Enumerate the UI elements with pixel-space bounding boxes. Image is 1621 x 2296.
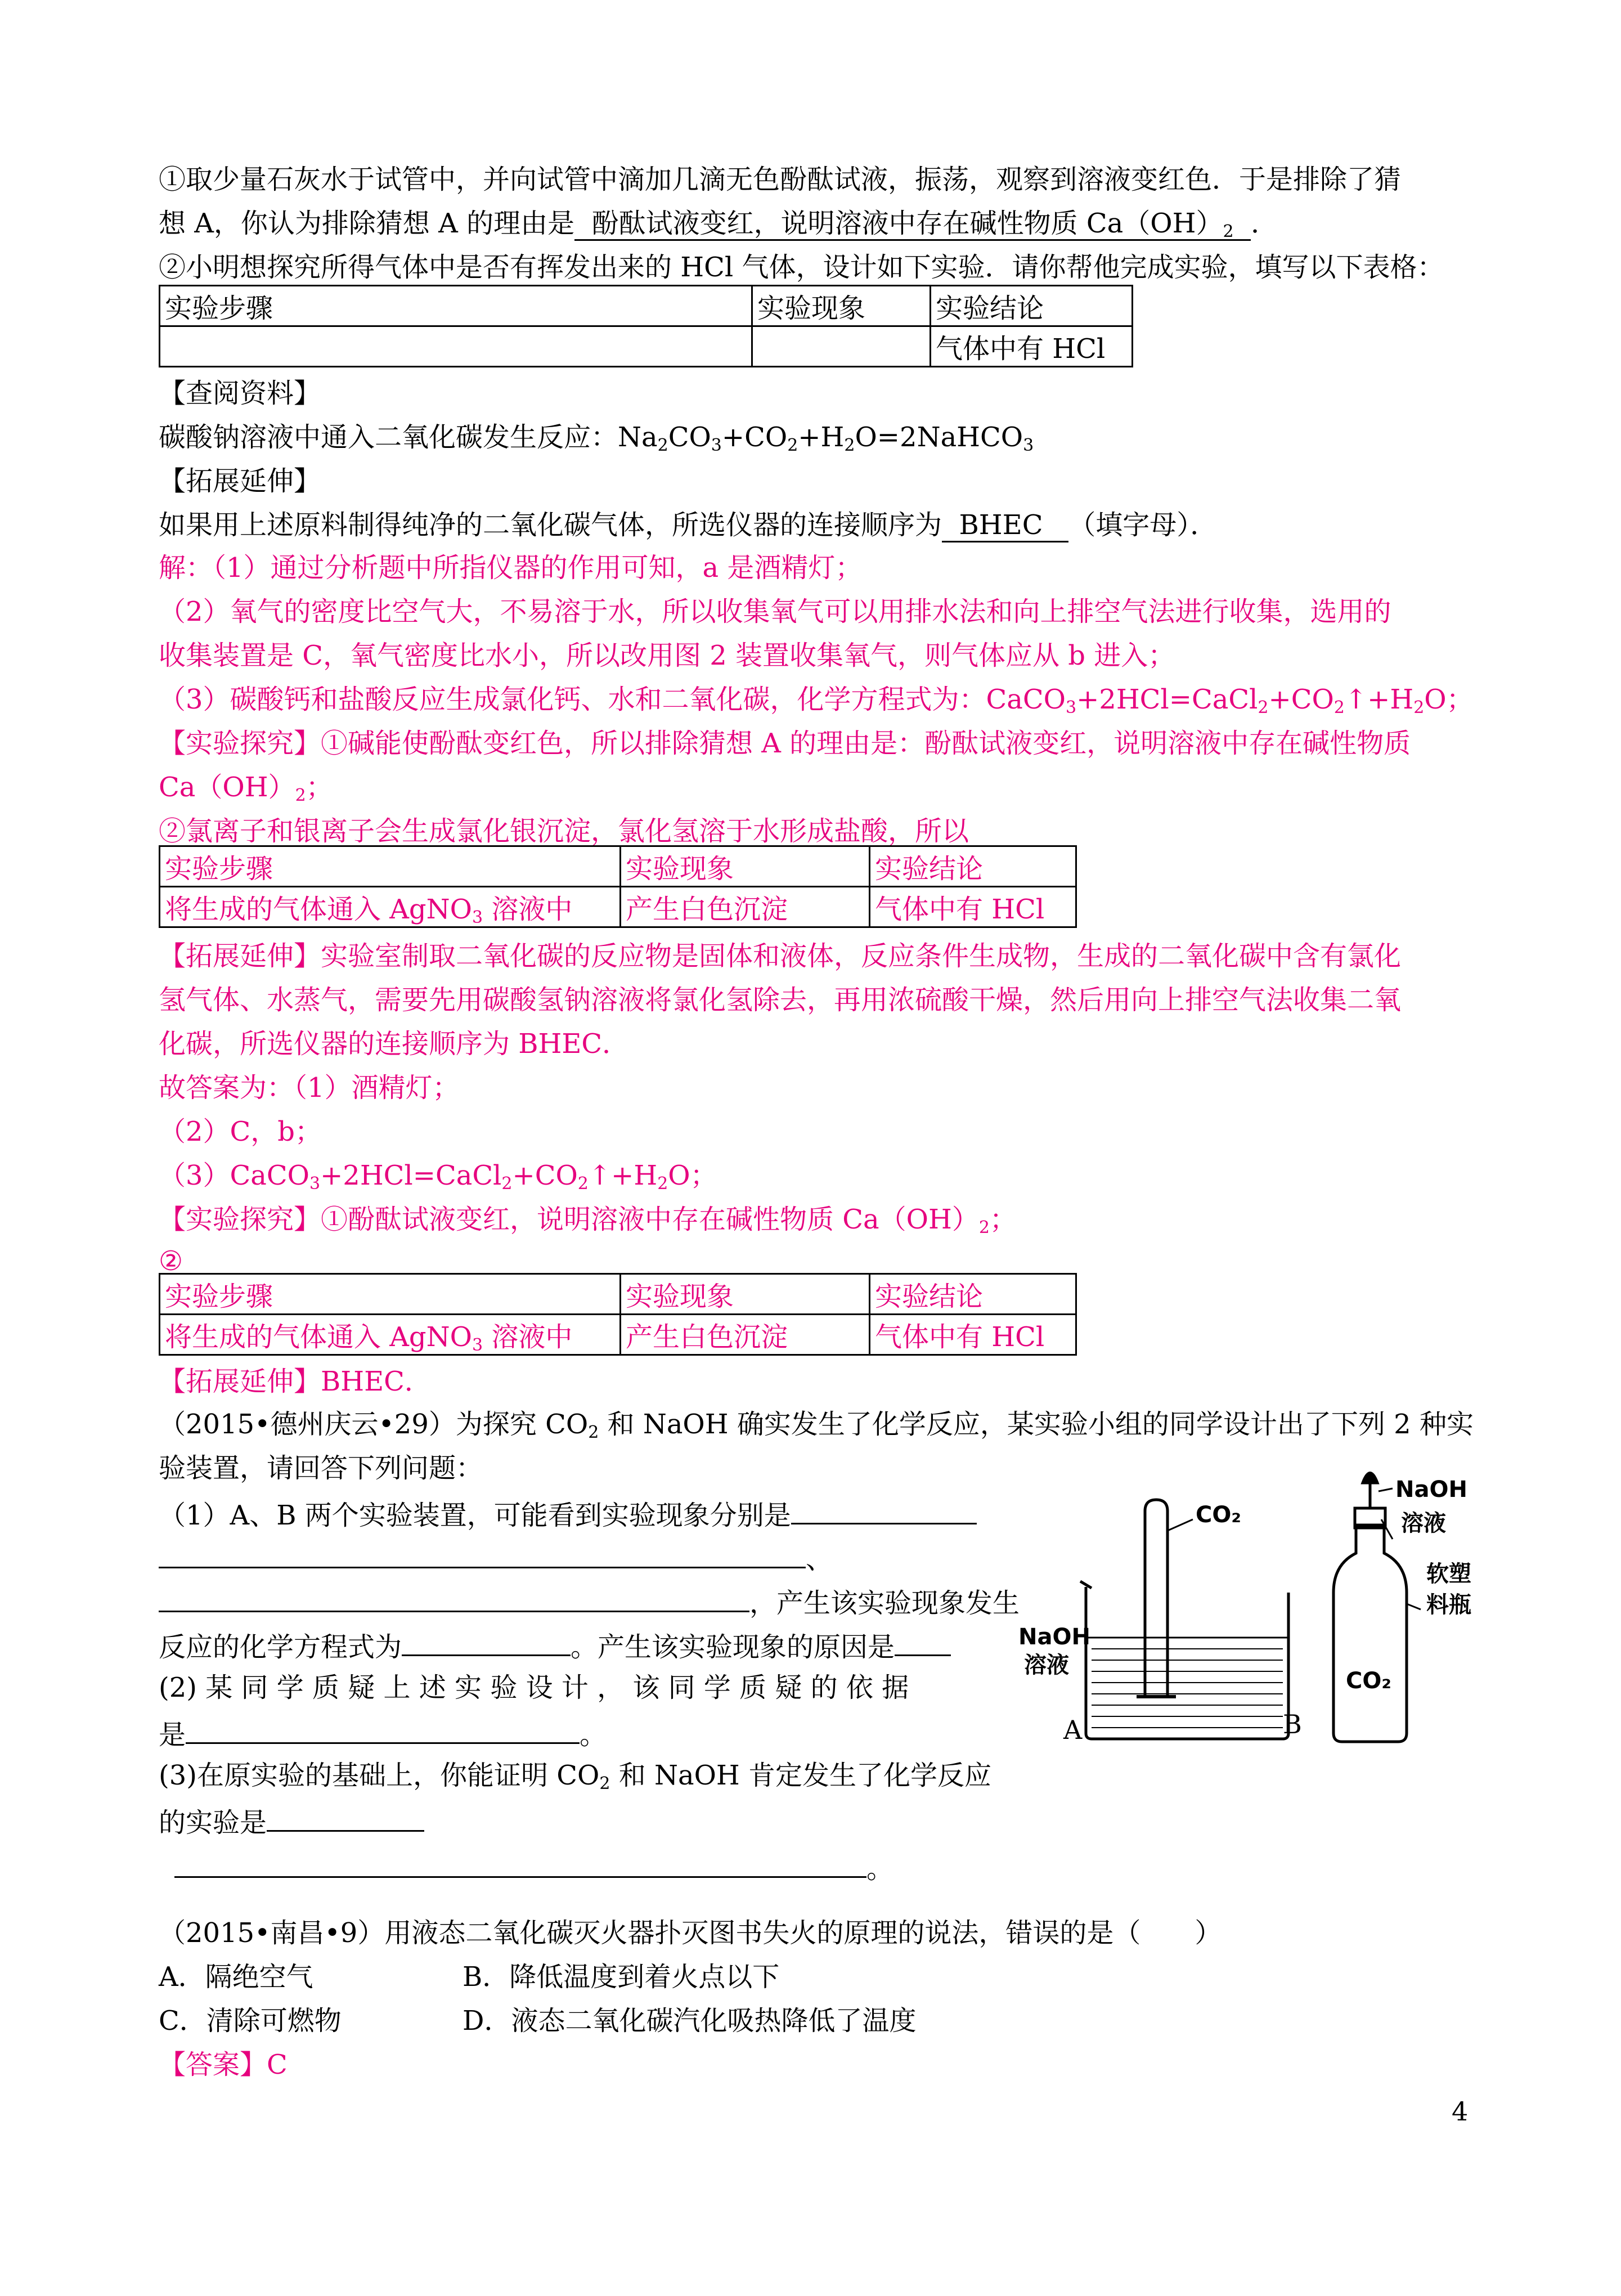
bottle-label-1: 软塑 — [1426, 1561, 1471, 1587]
ext-answer-blank: BHEC — [942, 509, 1068, 542]
bottle-b — [1333, 1473, 1407, 1742]
solution-line-8: 【拓展延伸】实验室制取二氧化碳的反应物是固体和液体，反应条件生成物，生成的二氧化碳中含有氯化 — [159, 940, 1402, 972]
beaker-a — [1080, 1500, 1288, 1739]
table-header-phenomenon: 实验现象 — [621, 1274, 870, 1315]
q1-line-1: ①取少量石灰水于试管中，并向试管中滴加几滴无色酚酞试液，振荡，观察到溶液变红色．于是排除了猜 — [159, 164, 1402, 195]
q2-line-11: 。 — [174, 1848, 893, 1886]
answer-blank — [895, 1626, 951, 1656]
table-cell-conclusion: 气体中有 HCl — [931, 326, 1133, 367]
solution-line-16: 【拓展延伸】BHEC． — [159, 1366, 432, 1397]
option-a: A．隔绝空气 — [159, 1961, 313, 1993]
q3-options-row-2 — [159, 2003, 917, 2038]
q1-answer-blank: 酚酞试液变红，说明溶液中存在碱性物质 $Ca(OH)_2$ — [574, 208, 1251, 241]
q1-line-3: ②小明想探究所得气体中是否有挥发出来的 HCl 气体，设计如下实验．请你帮他完成实验，填写以下表格： — [159, 252, 1444, 283]
q1-table — [159, 285, 1133, 367]
answer-blank — [186, 1714, 580, 1744]
naoh-pointer-b — [1378, 1488, 1393, 1491]
table-cell-step: 将生成的气体通入 AgNO$_3$ 溶液中 — [160, 1315, 621, 1355]
solution-line-9: 氢气体、水蒸气，需要先用碳酸氢钠溶液将氯化氢除去，再用浓硫酸干燥，然后用向上排空气法收集二氧 — [159, 984, 1402, 1016]
q3-answer: 【答案】C — [159, 2049, 288, 2080]
ref-title: 【查阅资料】 — [159, 378, 321, 409]
q2-line-8: 是 。 — [159, 1714, 607, 1752]
q2-line-5: ，产生该实验现象发生 — [159, 1582, 1020, 1621]
solution-line-2: （2）氧气的密度比空气大，不易溶于水，所以收集氧气可以用排水法和向上排空气法进行收集，选用的 — [159, 596, 1391, 627]
table-header-phenomenon: 实验现象 — [752, 286, 931, 326]
q1-line-2: 想 A，你认为排除猜想 A 的理由是 酚酞试液变红，说明溶液中存在碱性物质 $Ca(OH)_2$ ． — [159, 208, 1278, 241]
table-header-step: 实验步骤 — [160, 846, 621, 887]
table-cell-step — [160, 326, 752, 367]
solution-line-6: $Ca(OH)_2$； — [159, 772, 333, 805]
solution-line-13: $(3)CaCO_3+2HCl=CaCl_2+CO_2↑+H_2O$； — [159, 1160, 717, 1194]
option-b: B．降低温度到着火点以下 — [462, 1961, 780, 1993]
solution-line-12: （2）C，b； — [159, 1116, 322, 1147]
apparatus-figure — [1018, 1469, 1502, 1767]
table-header-conclusion: 实验结论 — [931, 286, 1133, 326]
answer-blank — [402, 1626, 571, 1656]
answer-blank — [159, 1539, 806, 1568]
q3-options-row-1 — [159, 1959, 779, 1994]
q2-line-7: (2) 某 同 学 质 疑 上 述 实 验 设 计 ， 该 同 学 质 疑 的 依 据 — [159, 1672, 909, 1703]
page-number: 4 — [1452, 2096, 1469, 2127]
co2-pointer-a — [1168, 1519, 1193, 1531]
q2-line-9: (3)在原实验的基础上，你能证明 $CO_2$ 和 NaOH 肯定发生了化学反应 — [159, 1760, 992, 1793]
table-cell-phenomenon — [752, 326, 931, 367]
q2-line-10: 的实验是 — [159, 1802, 424, 1840]
table-header-step: 实验步骤 — [160, 286, 752, 326]
q2-line-1: （2015•德州庆云•29）为探究 $CO_2$ 和 NaOH 确实发生了化学反应，某实验小组的同学设计出了下列 2 种实 — [159, 1409, 1474, 1442]
ext-text: 如果用上述原料制得纯净的二氧化碳气体，所选仪器的连接顺序为 BHEC （填字母）． — [159, 508, 1217, 542]
answer-blank — [159, 1582, 749, 1612]
q2-line-6: 反应的化学方程式为 。产生该实验现象的原因是 — [159, 1626, 951, 1665]
q2-line-4: 、 — [159, 1539, 833, 1577]
answer-blank — [267, 1802, 424, 1832]
co2-label-b: CO₂ — [1346, 1668, 1391, 1694]
solution-line-4: （3）碳酸钙和盐酸反应生成氯化钙、水和二氧化碳，化学方程式为：$CaCO_3+2HCl=CaCl_2+CO_2↑+H_2O$； — [159, 684, 1474, 718]
table-cell-conclusion: 气体中有 HCl — [870, 887, 1076, 927]
co2-label-a: CO₂ — [1196, 1502, 1241, 1528]
option-d: D．液态二氧化碳汽化吸热降低了温度 — [462, 2005, 917, 2037]
solution-table-1 — [159, 845, 1077, 928]
table-header-conclusion: 实验结论 — [870, 846, 1076, 887]
bottle-label-2: 料瓶 — [1426, 1592, 1471, 1618]
solution-line-14: 【实验探究】①酚酞试液变红，说明溶液中存在碱性物质 $Ca(OH)_2$； — [159, 1204, 1017, 1237]
q2-line-2: 验装置，请回答下列问题： — [159, 1452, 483, 1484]
label-b: B — [1283, 1709, 1302, 1739]
solution-label-b: 溶液 — [1401, 1510, 1446, 1536]
solution-label-a: 溶液 — [1024, 1652, 1069, 1678]
answer-blank — [791, 1495, 977, 1524]
q3-line-1: （2015•南昌•9）用液态二氧化碳灭火器扑灭图书失火的原理的说法，错误的是（ ） — [159, 1917, 1222, 1949]
option-c: C．清除可燃物 — [159, 2005, 342, 2037]
naoh-label-a: NaOH — [1018, 1624, 1090, 1650]
solution-table-2 — [159, 1273, 1077, 1356]
solution-line-15: ② — [159, 1245, 183, 1277]
ref-text: 碳酸钠溶液中通入二氧化碳发生反应：$Na_2CO_3+CO_2+H_2O=2NaHCO_3$ — [159, 421, 1034, 455]
table-cell-step: 将生成的气体通入 AgNO$_3$ 溶液中 — [160, 887, 621, 927]
solution-line-11: 故答案为：（1）酒精灯； — [159, 1072, 460, 1104]
table-cell-conclusion: 气体中有 HCl — [870, 1315, 1076, 1355]
naoh-label-b: NaOH — [1395, 1477, 1467, 1503]
table-header-phenomenon: 实验现象 — [621, 846, 870, 887]
table-header-conclusion: 实验结论 — [870, 1274, 1076, 1315]
solution-line-3: 收集装置是 C，氧气密度比水小，所以改用图 2 装置收集氧气，则气体应从 b 进入； — [159, 640, 1175, 671]
table-cell-phenomenon: 产生白色沉淀 — [621, 1315, 870, 1355]
label-a: A — [1063, 1715, 1083, 1745]
q2-line-3: （1）A、B 两个实验装置，可能看到实验现象分别是 — [159, 1495, 977, 1533]
solution-line-7: ②氯离子和银离子会生成氯化银沉淀，氯化氢溶于水形成盐酸，所以 — [159, 815, 969, 847]
solution-line-10: 化碳，所选仪器的连接顺序为 BHEC． — [159, 1028, 630, 1060]
solution-line-5: 【实验探究】①碱能使酚酞变红色，所以排除猜想 A 的理由是：酚酞试液变红，说明溶液中存在碱性物质 — [159, 728, 1411, 759]
table-cell-phenomenon: 产生白色沉淀 — [621, 887, 870, 927]
table-header-step: 实验步骤 — [160, 1274, 621, 1315]
ext-title: 【拓展延伸】 — [159, 465, 321, 497]
answer-blank — [174, 1848, 866, 1878]
solution-line-1: 解：（1）通过分析题中所指仪器的作用可知，a 是酒精灯； — [159, 552, 863, 584]
